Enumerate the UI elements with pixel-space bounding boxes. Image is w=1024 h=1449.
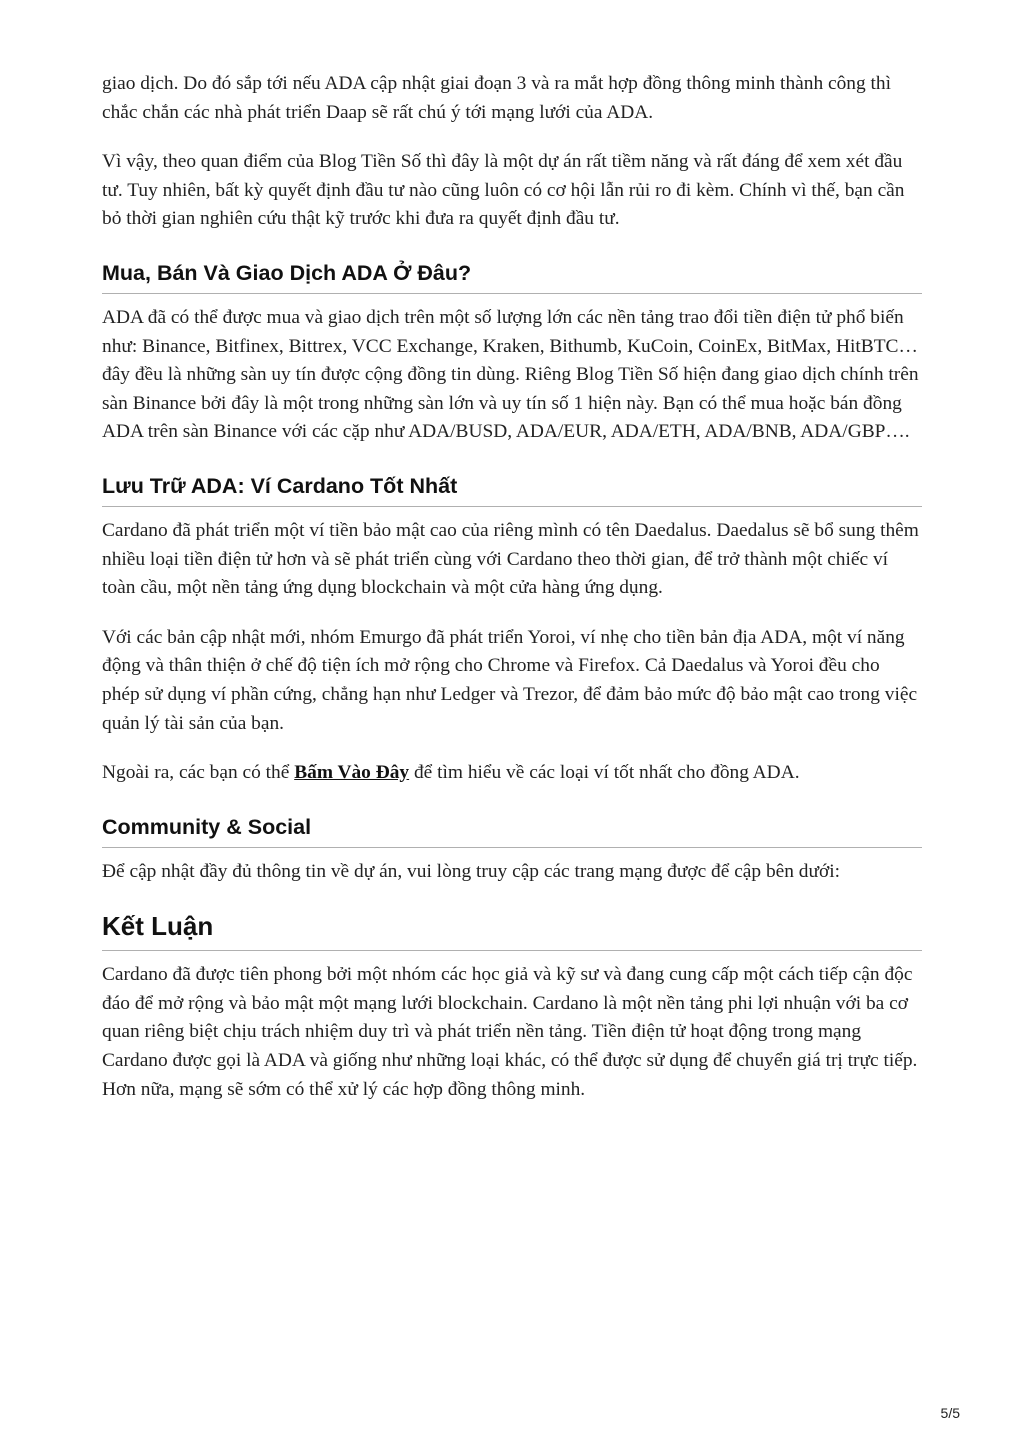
heading-wallet: Lưu Trữ ADA: Ví Cardano Tốt Nhất <box>102 472 922 507</box>
paragraph-yoroi: Với các bản cập nhật mới, nhóm Emurgo đã phát triển Yoroi, ví nhẹ cho tiền bản địa ADA, một ví năng động và thân thiện ở chế độ tiện ích mở rộng cho Chrome và Firefox. Cả Daedalus và Yoroi đều cho phép sử dụng ví phần cứng, chẳng hạn như Ledger và Trezor, để đảm bảo mức độ bảo mật cao trong việc quản lý tài sản của bạn. <box>102 626 918 734</box>
paragraph-investment-view: Vì vậy, theo quan điểm của Blog Tiền Số thì đây là một dự án rất tiềm năng và rất đáng để xem xét đầu tư. Tuy nhiên, bất kỳ quyết định đầu tư nào cũng luôn có cơ hội lẫn rủi ro đi kèm. Chính vì thế, bạn cần bỏ thời gian nghiên cứu thật kỹ trước khi đưa ra quyết định đầu tư. <box>102 151 905 230</box>
page-number: 5/5 <box>940 1405 960 1421</box>
paragraph-wallet-link <box>102 759 922 788</box>
article-content <box>102 70 922 1125</box>
wallet-link-suffix: để tìm hiểu về các loại ví tốt nhất cho đồng ADA. <box>409 762 800 784</box>
paragraph-community: Để cập nhật đầy đủ thông tin về dự án, vui lòng truy cập các trang mạng được để cập bên dưới: <box>102 860 841 882</box>
heading-community-social: Community & Social <box>102 813 922 848</box>
heading-conclusion: Kết Luận <box>102 910 922 951</box>
heading-buy-sell-ada: Mua, Bán Và Giao Dịch ADA Ở Đâu? <box>102 259 922 294</box>
paragraph-conclusion: Cardano đã được tiên phong bởi một nhóm các học giả và kỹ sư và đang cung cấp một cách tiếp cận độc đáo để mở rộng và bảo mật một mạng lưới blockchain. Cardano là một nền tảng phi lợi nhuận với ba cơ quan riêng biệt chịu trách nhiệm duy trì và phát triển nền tảng. Tiền điện tử hoạt động trong mạng Cardano được gọi là ADA và giống như những loại khác, có thể được sử dụng để chuyển giá trị trực tiếp. Hơn nữa, mạng sẽ sớm có thể xử lý các hợp đồng thông minh. <box>102 964 918 1100</box>
paragraph-daedalus: Cardano đã phát triển một ví tiền bảo mật cao của riêng mình có tên Daedalus. Daedalus sẽ bổ sung thêm nhiều loại tiền điện tử hơn và sẽ phát triển cùng với Cardano theo thời gian, để trở thành một chiếc ví toàn cầu, một nền tảng ứng dụng blockchain và một cửa hàng ứng dụng. <box>102 519 919 599</box>
paragraph-intro-continued: giao dịch. Do đó sắp tới nếu ADA cập nhật giai đoạn 3 và ra mắt hợp đồng thông minh thành công thì chắc chắn các nhà phát triển Daap sẽ rất chú ý tới mạng lưới của ADA. <box>102 73 891 123</box>
click-here-link[interactable]: Bấm Vào Đây <box>294 762 410 784</box>
wallet-link-prefix: Ngoài ra, các bạn có thể <box>102 762 295 784</box>
paragraph-exchanges: ADA đã có thể được mua và giao dịch trên một số lượng lớn các nền tảng trao đổi tiền điện tử phổ biến như: Binance, Bitfinex, Bittrex, VCC Exchange, Kraken, Bithumb, KuCoin, CoinEx, BitMax, HitBTC… đây đều là những sàn uy tín được cộng đồng tin dùng. Riêng Blog Tiền Số hiện đang giao dịch chính trên sàn Binance bởi đây là một trong những sàn lớn và uy tín số 1 hiện này. Bạn có thể mua hoặc bán đồng ADA trên sàn Binance với các cặp như ADA/BUSD, ADA/EUR, ADA/ETH, ADA/BNB, ADA/GBP…. <box>102 306 919 443</box>
